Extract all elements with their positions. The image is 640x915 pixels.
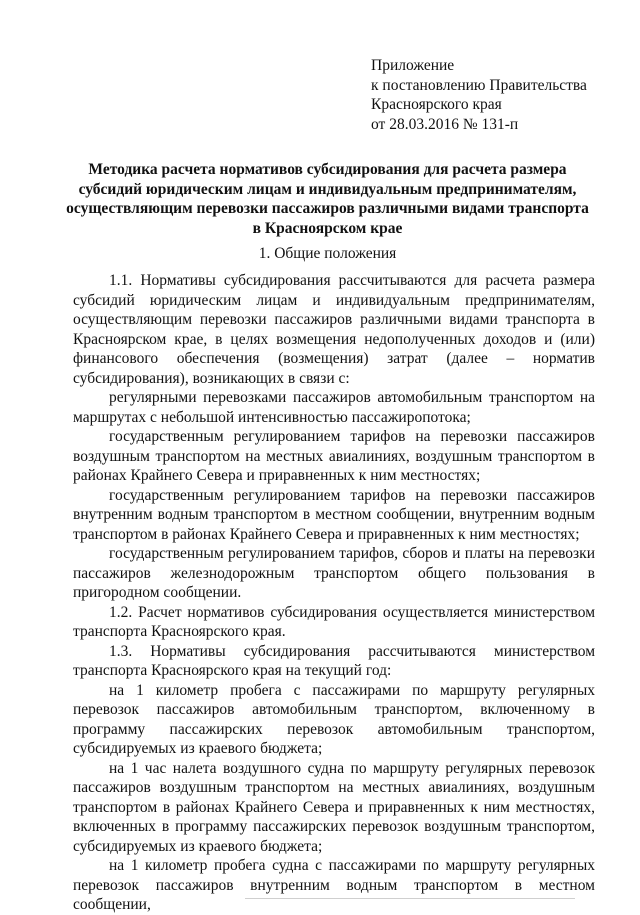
appendix-line-1: Приложение: [371, 57, 455, 74]
paragraph-1-1: 1.1. Нормативы субсидирования рассчитываются для расчета размера субсидий юридическим лицам и индивидуальным предпринимателям, осуществляющим перевозки пассажиров различными видами транспорта в Красноярском крае, в целях возмещения недополученных доходов и (или) финансового обеспечения (возмещения) затрат (далее – норматив субсидирования), возникающих в связи с:: [73, 272, 595, 387]
paragraph-item-rail: государственным регулированием тарифов, сборов и платы на перевозки пассажиров железнодорожным транспортом общего пользования в пригородном сообщении.: [73, 545, 595, 601]
paragraph-1-3: 1.3. Нормативы субсидирования рассчитываются министерством транспорта Красноярского края на текущий год:: [73, 642, 595, 679]
appendix-line-3: Красноярского края: [371, 96, 502, 113]
title-line-2: субсидий юридическим лицам и индивидуальным предпринимателям,: [78, 180, 577, 198]
document-title: [60, 160, 595, 238]
paragraph-item-air: государственным регулированием тарифов на перевозки пассажиров воздушным транспортом на местных авиалиниях, воздушным транспортом в районах Крайнего Севера и приравненных к ним местностях;: [73, 428, 595, 484]
paragraph-norm-water: на 1 километр пробега судна с пассажирами по маршруту регулярных перевозок пассажиров внутренним водным транспортом в местном сообщении,: [73, 857, 595, 913]
title-line-1: Методика расчета нормативов субсидирования для расчета размера: [88, 161, 567, 178]
paragraph-1-2: 1.2. Расчет нормативов субсидирования осуществляется министерством транспорта Красноярского края.: [73, 603, 595, 640]
section-heading: 1. Общие положения: [258, 245, 397, 262]
title-line-4: в Красноярском крае: [252, 219, 403, 237]
document-body: [73, 271, 595, 915]
scan-edge-line: [245, 898, 575, 899]
appendix-line-4: от 28.03.2016 № 131-п: [371, 115, 519, 133]
title-line-3: осуществляющим перевозки пассажиров различными видами транспорта: [66, 200, 589, 217]
paragraph-item-auto: регулярными перевозками пассажиров автомобильным транспортом на маршрутах с небольшой интенсивностью пассажиропотока;: [73, 389, 595, 426]
appendix-block: [371, 56, 587, 134]
appendix-line-2: к постановлению Правительства: [371, 76, 587, 94]
paragraph-norm-auto: на 1 километр пробега с пассажирами по маршруту регулярных перевозок пассажиров автомобильным транспортом, включенному в программу пассажирских перевозок автомобильным транспортом, субсидируемых из краевого бюджета;: [73, 681, 595, 757]
paragraph-item-water: государственным регулированием тарифов на перевозки пассажиров внутренним водным транспортом в местном сообщении, внутренним водным транспортом в районах Крайнего Севера и приравненных к ним местностях;: [73, 486, 595, 543]
paragraph-norm-air: на 1 час налета воздушного судна по маршруту регулярных перевозок пассажиров воздушным транспортом на местных авиалиниях, воздушным транспортом в районах Крайнего Севера и приравненных к ним местностях, включенных в программу пассажирских перевозок воздушным транспортом, субсидируемых из краевого бюджета;: [73, 759, 595, 855]
